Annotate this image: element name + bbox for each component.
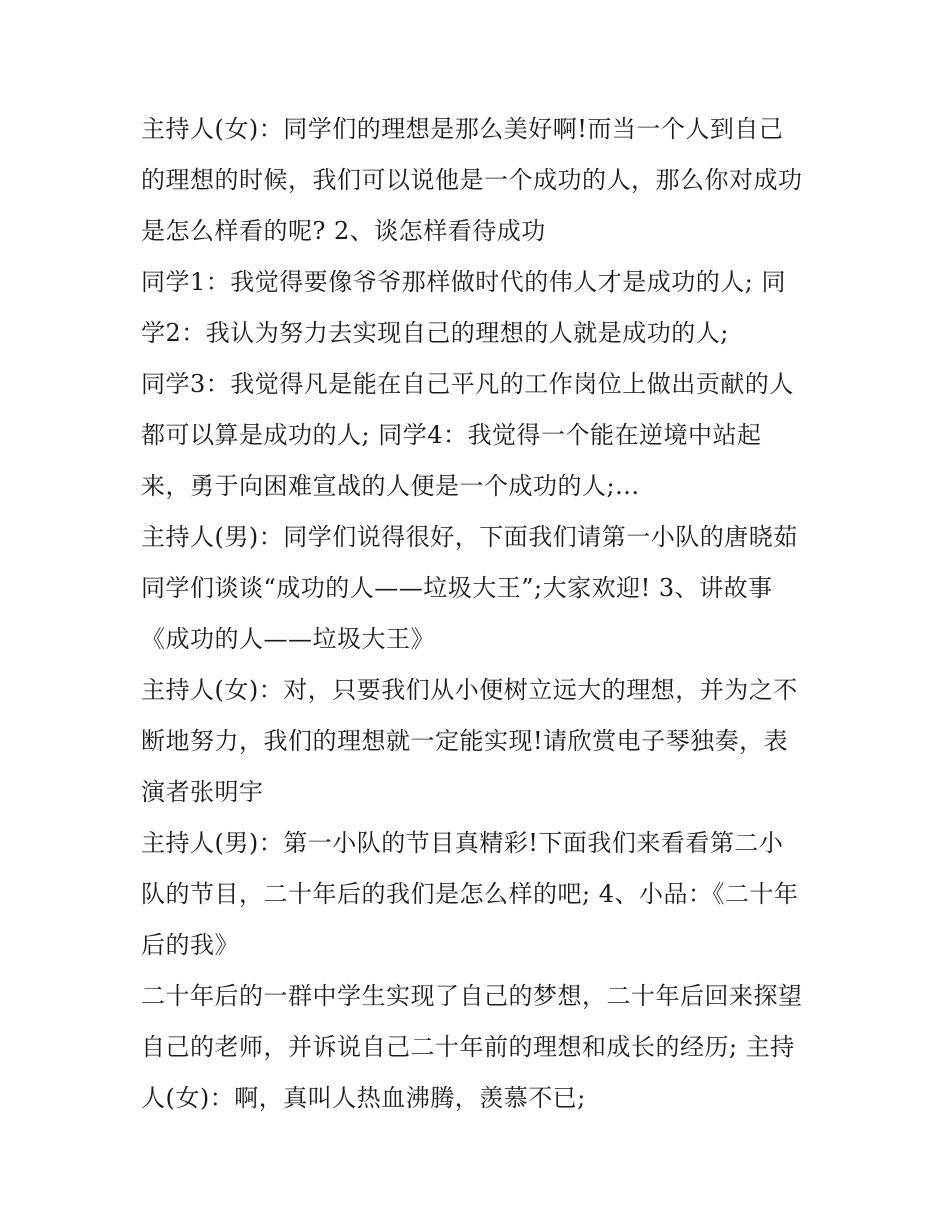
text-line: 都可以算是成功的人; 同学4：我觉得一个能在逆境中站起 bbox=[141, 421, 762, 449]
document-body bbox=[141, 104, 811, 1124]
text-line: 演者张明宇 bbox=[141, 778, 264, 806]
text-line: 来，勇于向困难宣战的人便是一个成功的人;... bbox=[141, 472, 640, 500]
text-line: 队的节目，二十年后的我们是怎么样的吧; 4、小品：《二十年 bbox=[141, 880, 799, 908]
text-line: 学2：我认为努力去实现自己的理想的人就是成功的人; bbox=[141, 319, 729, 347]
text-line: 《成功的人——垃圾大王》 bbox=[141, 625, 435, 653]
text-line: 断地努力，我们的理想就一定能实现!请欣赏电子琴独奏，表 bbox=[141, 727, 789, 755]
text-line: 二十年后的一群中学生实现了自己的梦想，二十年后回来探望 bbox=[141, 982, 803, 1010]
text-line: 同学1：我觉得要像爷爷那样做时代的伟人才是成功的人; 同 bbox=[141, 268, 786, 296]
text-line: 同学3：我觉得凡是能在自己平凡的工作岗位上做出贡献的人 bbox=[141, 370, 794, 398]
text-line: 主持人(男)：第一小队的节目真精彩!下面我们来看看第二小 bbox=[141, 829, 784, 857]
text-line: 主持人(女)：对，只要我们从小便树立远大的理想，并为之不 bbox=[141, 676, 798, 704]
text-line: 人(女)：啊，真叫人热血沸腾，羡慕不已; bbox=[141, 1084, 586, 1112]
text-line: 主持人(女)：同学们的理想是那么美好啊!而当一个人到自己 bbox=[141, 115, 784, 143]
text-line: 同学们谈谈“成功的人——垃圾大王”;大家欢迎! 3、讲故事 bbox=[141, 574, 773, 602]
text-line: 的理想的时候，我们可以说他是一个成功的人，那么你对成功 bbox=[141, 166, 803, 194]
text-line: 是怎么样看的呢? 2、谈怎样看待成功 bbox=[141, 217, 546, 245]
text-line: 后的我》 bbox=[141, 931, 239, 959]
text-line: 自己的老师，并诉说自己二十年前的理想和成长的经历; 主持 bbox=[141, 1033, 795, 1061]
text-line: 主持人(男)：同学们说得很好，下面我们请第一小队的唐晓茹 bbox=[141, 523, 798, 551]
